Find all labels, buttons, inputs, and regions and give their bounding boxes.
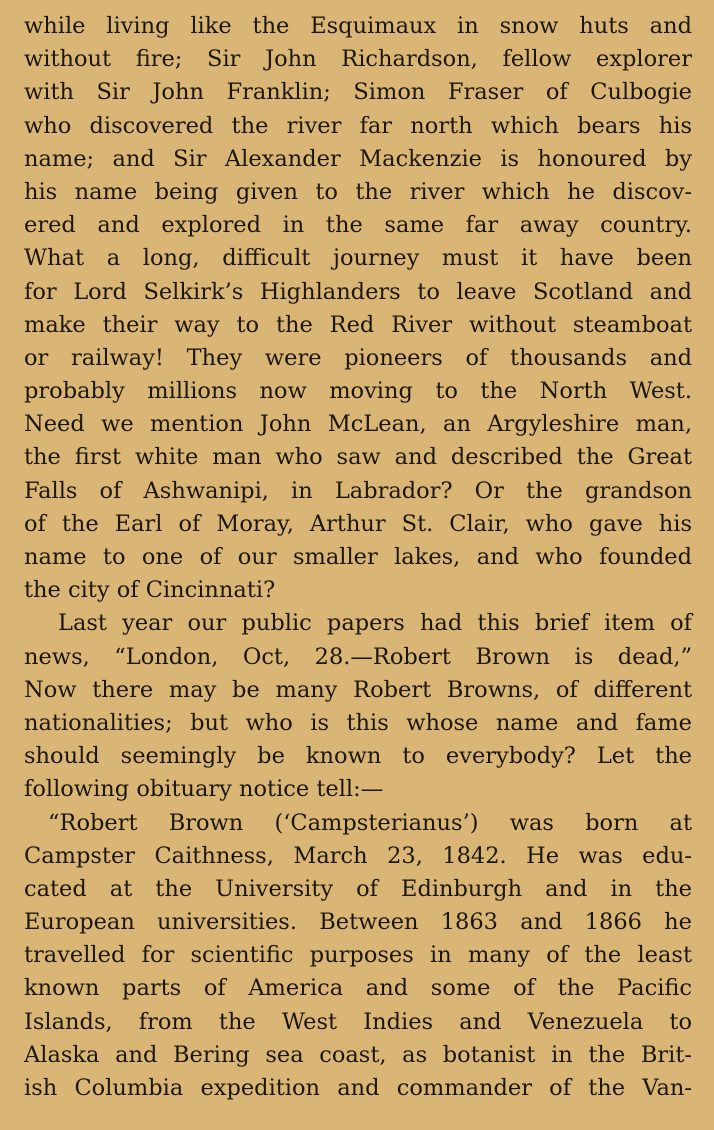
text-line: of the Earl of Moray, Arthur St. Clair, who gave his [24, 510, 692, 537]
text-line: probably millions now moving to the North West. [24, 378, 692, 405]
text-line: news, “London, Oct, 28.—Robert Brown is dead,” [24, 643, 692, 670]
text-line: name to one of our smaller lakes, and who founded [24, 544, 692, 570]
text-line: Now there may be many Robert Browns, of different [24, 676, 692, 703]
text-line: What a long, difficult journey must it have been [24, 245, 692, 272]
text-line: or railway! They were pioneers of thousands and [24, 344, 692, 371]
text-line: ered and explored in the same far away country. [24, 212, 692, 239]
text-line: following obituary notice tell:— [24, 776, 384, 803]
body-text [24, 10, 692, 1105]
text-line: name; and Sir Alexander Mackenzie is honoured by [24, 145, 692, 172]
text-line: “Robert Brown (‘Campsterianus’) was born at [48, 809, 692, 836]
text-line: Need we mention John McLean, an Argyleshire man, [24, 411, 692, 438]
text-line: who discovered the river far north which bears his [24, 112, 692, 139]
text-line: Alaska and Bering sea coast, as botanist in the Brit- [24, 1041, 692, 1068]
text-line: Falls of Ashwanipi, in Labrador? Or the grandson [24, 477, 692, 504]
text-line: nationalities; but who is this whose name and fame [24, 709, 692, 736]
text-line: for Lord Selkirk’s Highlanders to leave Scotland and [24, 278, 692, 305]
text-line: make their way to the Red River without steamboat [24, 311, 692, 338]
text-line: the city of Cincinnati? [24, 577, 276, 604]
text-line: should seemingly be known to everybody? Let the [24, 743, 692, 770]
text-line: travelled for scientific purposes in many of the least [24, 942, 692, 969]
text-line: Campster Caithness, March 23, 1842. He was edu- [24, 842, 692, 869]
text-line: European universities. Between 1863 and 1866 he [24, 909, 692, 936]
text-line: known parts of America and some of the Pacific [24, 975, 692, 1002]
text-line: cated at the University of Edinburgh and in the [24, 875, 692, 902]
text-line: Last year our public papers had this brief item of [58, 610, 692, 637]
text-line: without fire; Sir John Richardson, fellow explorer [24, 46, 692, 73]
text-line: his name being given to the river which he discov- [24, 178, 692, 205]
text-line: the first white man who saw and described the Great [24, 444, 692, 471]
text-line: ish Columbia expedition and commander of the Van- [24, 1075, 692, 1101]
text-line: while living like the Esquimaux in snow huts and [24, 13, 692, 39]
text-line: with Sir John Franklin; Simon Fraser of Culbogie [24, 79, 692, 106]
text-line: Islands, from the West Indies and Venezuela to [24, 1008, 692, 1035]
